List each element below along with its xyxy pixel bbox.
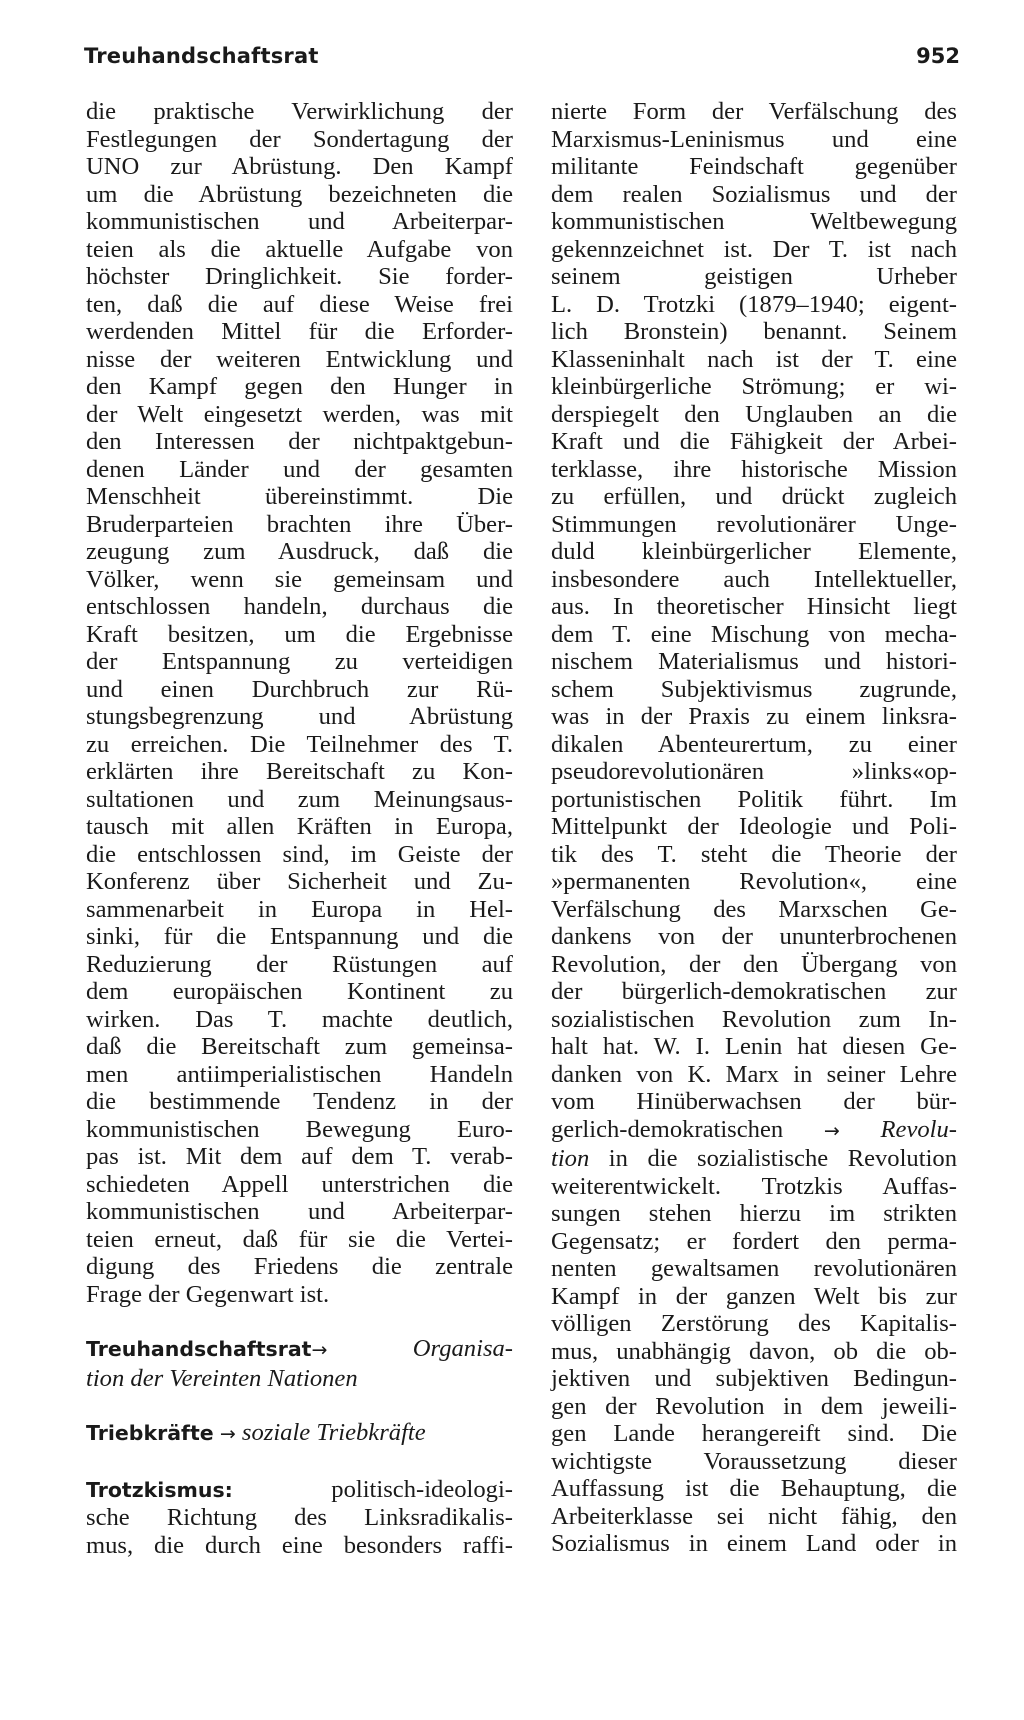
body-line: Arbeiterklasse sei nicht fähig, den bbox=[551, 1502, 957, 1530]
body-line: Festlegungen der Sondertagung der bbox=[86, 125, 513, 153]
body-line: werdenden Mittel für die Erforder- bbox=[86, 318, 513, 345]
body-line: men antiimperialistischen Handeln bbox=[86, 1060, 513, 1088]
body-line: tik des T. steht die Theorie der bbox=[551, 840, 957, 868]
body-line: erklärten ihre Bereitschaft zu Kon- bbox=[86, 758, 513, 785]
body-line: kommunistischen Bewegung Euro- bbox=[86, 1115, 513, 1143]
body-line: Kampf in der ganzen Welt bis zur bbox=[551, 1282, 957, 1310]
body-text: gerlich-demokratischen bbox=[551, 1115, 784, 1143]
body-line: um die Abrüstung bezeichneten die bbox=[86, 180, 513, 208]
body-line: gekennzeichnet ist. Der T. ist nach bbox=[551, 235, 957, 263]
cross-reference-arrow-icon: → bbox=[219, 1423, 236, 1445]
body-line: Revolution, der den Übergang von bbox=[551, 950, 957, 978]
cross-reference-arrow-icon: → bbox=[311, 1339, 328, 1361]
body-line: UNO zur Abrüstung. Den Kampf bbox=[86, 153, 513, 180]
body-line: Völker, wenn sie gemeinsam und bbox=[86, 565, 513, 593]
body-line: zu erfüllen, und drückt zugleich bbox=[551, 483, 957, 510]
body-line: nenten gewaltsamen revolutionären bbox=[551, 1255, 957, 1282]
body-line: dikalen Abenteurertum, zu einer bbox=[551, 730, 957, 758]
body-line: Frage der Gegenwart ist. bbox=[86, 1280, 330, 1308]
entry-line bbox=[86, 1419, 513, 1449]
body-line: den Kampf gegen den Hunger in bbox=[86, 373, 513, 400]
body-line: Kraft besitzen, um die Ergebnisse bbox=[86, 620, 513, 648]
body-line: aus. In theoretischer Hinsicht liegt bbox=[551, 593, 957, 620]
cross-reference-link[interactable]: Revolu- bbox=[880, 1115, 957, 1143]
body-line: wichtigste Voraussetzung dieser bbox=[551, 1447, 957, 1475]
cross-reference-link[interactable]: soziale Triebkräfte bbox=[241, 1419, 426, 1446]
body-line: höchster Dringlichkeit. Sie forder- bbox=[86, 263, 513, 290]
body-line: seinem geistigen Urheber bbox=[551, 263, 957, 290]
entry-line bbox=[86, 1365, 513, 1393]
body-line: Kraft und die Fähigkeit der Arbei- bbox=[551, 428, 957, 455]
body-line: teien als die aktuelle Aufgabe von bbox=[86, 235, 513, 263]
body-line: Sozialismus in einem Land oder in bbox=[551, 1530, 957, 1557]
body-line: Klasseninhalt nach ist der T. eine bbox=[551, 345, 957, 373]
body-line: Marxismus-Leninismus und eine bbox=[551, 125, 957, 153]
entry-line bbox=[86, 1476, 513, 1505]
body-line: tausch mit allen Kräften in Europa, bbox=[86, 813, 513, 840]
body-line: nierte Form der Verfälschung des bbox=[551, 98, 957, 125]
body-line: wirken. Das T. machte deutlich, bbox=[86, 1005, 513, 1033]
body-line: sammenarbeit in Europa in Hel- bbox=[86, 895, 513, 923]
body-line: und einen Durchbruch zur Rü- bbox=[86, 675, 513, 703]
body-line: Verfälschung des Marxschen Ge- bbox=[551, 895, 957, 923]
body-line: kommunistischen und Arbeiterpar- bbox=[86, 1198, 513, 1225]
cross-reference-link[interactable]: tion bbox=[551, 1145, 590, 1172]
page-number: 952 bbox=[916, 44, 960, 68]
entry-trotzkismus bbox=[86, 1476, 513, 1560]
body-line: Mittelpunkt der Ideologie und Poli- bbox=[551, 813, 957, 840]
entry-text: politisch-ideologi- bbox=[331, 1475, 513, 1503]
body-line: zu erreichen. Die Teilnehmer des T. bbox=[86, 730, 513, 758]
body-line: gen Lande herangereift sind. Die bbox=[551, 1420, 957, 1447]
body-line: derspiegelt den Unglauben an die bbox=[551, 400, 957, 428]
body-line: denen Länder und der gesamten bbox=[86, 455, 513, 483]
body-line: daß die Bereitschaft zum gemeinsa- bbox=[86, 1033, 513, 1060]
entry-line: mus, die durch eine besonders raffi- bbox=[86, 1531, 513, 1559]
cross-reference-arrow-icon: → bbox=[823, 1119, 840, 1142]
body-line: insbesondere auch Intellektueller, bbox=[551, 565, 957, 593]
body-line: pseudorevolutionären »links«op- bbox=[551, 758, 957, 785]
body-line: sultationen und zum Meinungsaus- bbox=[86, 785, 513, 813]
body-line: was in der Praxis zu einem linksra- bbox=[551, 703, 957, 730]
lemma-triebkraefte: Triebkräfte bbox=[86, 1421, 214, 1445]
body-line: digung des Friedens die zentrale bbox=[86, 1253, 513, 1280]
body-line: der bürgerlich-demokratischen zur bbox=[551, 978, 957, 1005]
body-line: nisse der weiteren Entwicklung und bbox=[86, 345, 513, 373]
body-line: der Welt eingesetzt werden, was mit bbox=[86, 400, 513, 428]
cross-reference-link[interactable]: Organisa- bbox=[412, 1335, 513, 1362]
lemma-trotzkismus: Trotzkismus: bbox=[86, 1477, 233, 1502]
body-line: Auffassung ist die Behauptung, die bbox=[551, 1475, 957, 1502]
entry-triebkraefte bbox=[86, 1419, 513, 1449]
body-line bbox=[551, 1116, 957, 1146]
body-line: sozialistischen Revolution zum In- bbox=[551, 1005, 957, 1033]
body-line bbox=[551, 1145, 957, 1173]
body-line: militante Feindschaft gegenüber bbox=[551, 153, 957, 180]
lemma-treuhandschaftsrat: Treuhandschaftsrat bbox=[86, 1337, 312, 1361]
body-line: terklasse, ihre historische Mission bbox=[551, 455, 957, 483]
body-text: in die sozialistische Revolution bbox=[608, 1145, 957, 1172]
body-line: dem europäischen Kontinent zu bbox=[86, 978, 513, 1005]
body-line: duld kleinbürgerlicher Elemente, bbox=[551, 538, 957, 565]
body-line: Gegensatz; er fordert den perma- bbox=[551, 1227, 957, 1255]
entry-gap bbox=[86, 1392, 513, 1419]
body-line: »permanenten Revolution«, eine bbox=[551, 868, 957, 895]
body-line: teien erneut, daß für sie die Vertei- bbox=[86, 1225, 513, 1253]
body-line: sungen stehen hierzu im strikten bbox=[551, 1200, 957, 1227]
body-line: lich Bronstein) benannt. Seinem bbox=[551, 318, 957, 345]
body-line: völligen Zerstörung des Kapitalis- bbox=[551, 1310, 957, 1337]
body-line: danken von K. Marx in seiner Lehre bbox=[551, 1060, 957, 1088]
body-line: jektiven und subjektiven Bedingun- bbox=[551, 1365, 957, 1392]
body-line: Menschheit übereinstimmt. Die bbox=[86, 483, 513, 510]
right-body-text bbox=[551, 98, 957, 1116]
body-line: die entschlossen sind, im Geiste der bbox=[86, 840, 513, 868]
left-body-text bbox=[86, 98, 513, 1308]
body-line: vom Hinüberwachsen der bür- bbox=[551, 1088, 957, 1115]
body-line: dankens von der ununterbrochenen bbox=[551, 923, 957, 950]
body-line: stungsbegrenzung und Abrüstung bbox=[86, 703, 513, 730]
body-line: mus, unabhängig davon, ob die ob- bbox=[551, 1337, 957, 1365]
body-line: weiterentwickelt. Trotzkis Auffas- bbox=[551, 1172, 957, 1200]
body-line: dem T. eine Mischung von mecha- bbox=[551, 620, 957, 648]
entry-line bbox=[86, 1335, 513, 1365]
body-line: gen der Revolution in dem jeweili- bbox=[551, 1392, 957, 1420]
body-line: dem realen Sozialismus und der bbox=[551, 180, 957, 208]
entry-gap bbox=[86, 1449, 513, 1476]
entry-gap bbox=[86, 1308, 513, 1335]
body-line: portunistischen Politik führt. Im bbox=[551, 785, 957, 813]
body-line: ten, daß die auf diese Weise frei bbox=[86, 290, 513, 318]
body-line: Konferenz über Sicherheit und Zu- bbox=[86, 868, 513, 895]
body-line: kleinbürgerliche Strömung; er wi- bbox=[551, 373, 957, 400]
body-line: zeugung zum Ausdruck, daß die bbox=[86, 538, 513, 565]
cross-reference-link[interactable]: tion der Vereinten Nationen bbox=[86, 1364, 358, 1392]
right-body-text bbox=[551, 1173, 957, 1558]
body-line: pas ist. Mit dem auf dem T. verab- bbox=[86, 1143, 513, 1170]
running-head: Treuhandschaftsrat bbox=[84, 44, 319, 68]
body-line: Bruderparteien brachten ihre Über- bbox=[86, 510, 513, 538]
body-line: schiedeten Appell unterstrichen die bbox=[86, 1170, 513, 1198]
body-line: entschlossen handeln, durchaus die bbox=[86, 593, 513, 620]
body-line: Stimmungen revolutionärer Unge- bbox=[551, 510, 957, 538]
body-line: die praktische Verwirklichung der bbox=[86, 98, 513, 125]
body-line: kommunistischen und Arbeiterpar- bbox=[86, 208, 513, 235]
body-line: halt hat. W. I. Lenin hat diesen Ge- bbox=[551, 1033, 957, 1060]
right-column bbox=[551, 98, 957, 1558]
body-line: den Interessen der nichtpaktgebun- bbox=[86, 428, 513, 455]
body-line: schem Subjektivismus zugrunde, bbox=[551, 675, 957, 703]
body-line: L. D. Trotzki (1879–1940; eigent- bbox=[551, 290, 957, 318]
body-line: sinki, für die Entspannung und die bbox=[86, 923, 513, 950]
body-line: nischem Materialismus und histori- bbox=[551, 648, 957, 675]
entry-line: sche Richtung des Linksradikalis- bbox=[86, 1504, 513, 1531]
body-line: der Entspannung zu verteidigen bbox=[86, 648, 513, 675]
body-line: Reduzierung der Rüstungen auf bbox=[86, 950, 513, 978]
entry-treuhandschaftsrat bbox=[86, 1335, 513, 1392]
body-line: die bestimmende Tendenz in der bbox=[86, 1088, 513, 1115]
left-column bbox=[86, 98, 513, 1559]
body-line: kommunistischen Weltbewegung bbox=[551, 208, 957, 235]
